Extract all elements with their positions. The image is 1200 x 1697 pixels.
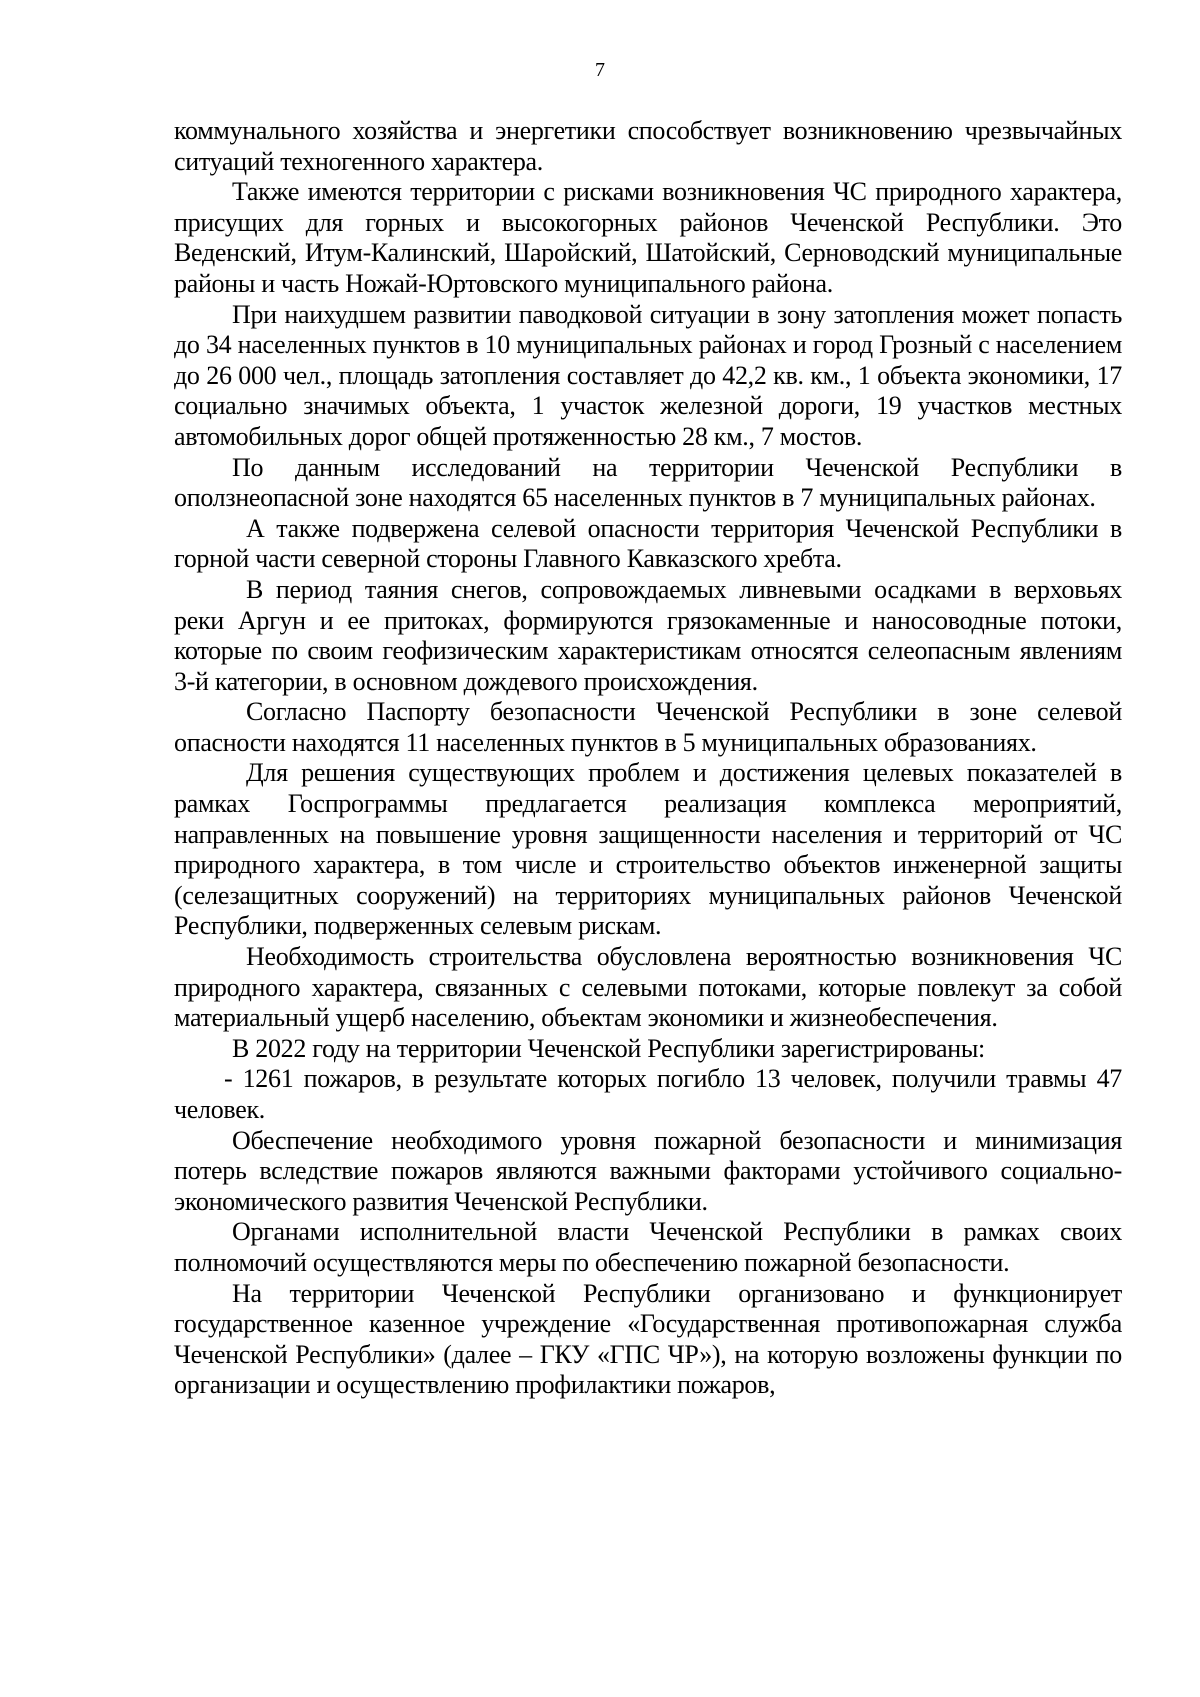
paragraph-safety-passport: Согласно Паспорту безопасности Чеченской Республики в зоне селевой опасности находятся 11 населенных пунктов в 5 муниципальных образованиях. — [174, 697, 1122, 757]
paragraph-construction-necessity: Необходимость строительства обусловлена вероятностью возникновения ЧС природного характера, связанных с селевыми потоками, которые повлекут за собой материальный ущерб населению, объектам экономики и жизнеобеспечения. — [174, 942, 1122, 1033]
paragraph-flood-scenario: При наихудшем развитии паводковой ситуации в зону затопления может попасть до 34 населенных пунктов в 10 муниципальных районах и город Грозный с населением до 26 000 чел., площадь затопления составляет до 42,2 кв. км., 1 объекта экономики, 17 социально значимых объекта, 1 участок железной дороги, 19 участков местных автомобильных дорог общей протяженностью 28 км., 7 мостов. — [174, 299, 1122, 451]
paragraph-2022-intro: В 2022 году на территории Чеченской Республики зарегистрированы: — [232, 1033, 985, 1063]
paragraph-fire-safety-importance: Обеспечение необходимого уровня пожарной безопасности и минимизация потерь вследствие пожаров являются важными факторами устойчивого социально-экономического развития Чеченской Республики. — [174, 1125, 1122, 1216]
paragraph-executive-authorities: Органами исполнительной власти Чеченской Республики в рамках своих полномочий осуществляются меры по обеспечению пожарной безопасности. — [174, 1217, 1122, 1277]
paragraph-snow-melting: В период таяния снегов, сопровождаемых ливневыми осадками в верховьях реки Аргун и ее притоках, формируются грязокаменные и наносоводные потоки, которые по своим геофизическим характеристикам относятся селеопасным явлениям 3-й категории, в основном дождевого происхождения. — [174, 574, 1122, 696]
paragraph-landslide-zone: По данным исследований на территории Чеченской Республики в оползнеопасной зоне находятся 65 населенных пунктов в 7 муниципальных районах. — [174, 452, 1122, 513]
list-item-fires: - 1261 пожаров, в результате которых погибло 13 человек, получили травмы 47 человек. — [174, 1064, 1122, 1124]
paragraph-program-measures: Для решения существующих проблем и достижения целевых показателей в рамках Госпрограммы предлагается реализация комплекса мероприятий, направленных на повышение уровня защищенности населения и территорий от ЧС природного характера, в том числе и строительство объектов инженерной защиты (селезащитных сооружений) на территориях муниципальных районов Чеченской Республики, подверженных селевым рискам. — [174, 758, 1122, 941]
document-body — [174, 116, 1122, 1401]
paragraph-mudflow-danger: А также подвержена селевой опасности территория Чеченской Республики в горной части северной стороны Главного Кавказского хребта. — [174, 513, 1122, 574]
paragraph-fire-service: На территории Чеченской Республики организовано и функционирует государственное казенное учреждение «Государственная противопожарная служба Чеченской Республики» (далее – ГКУ «ГПС ЧР»), на которую возложены функции по организации и осуществлению профилактики пожаров, — [174, 1278, 1122, 1400]
paragraph-continuation: коммунального хозяйства и энергетики способствует возникновению чрезвычайных ситуаций техногенного характера. — [174, 116, 1122, 176]
paragraph-natural-risks: Также имеются территории с рисками возникновения ЧС природного характера, присущих для горных и высокогорных районов Чеченской Республики. Это Веденский, Итум-Калинский, Шаройский, Шатойский, Серноводский муниципальные районы и часть Ножай-Юртовского муниципального района. — [174, 177, 1122, 298]
page-number: 7 — [595, 59, 605, 81]
